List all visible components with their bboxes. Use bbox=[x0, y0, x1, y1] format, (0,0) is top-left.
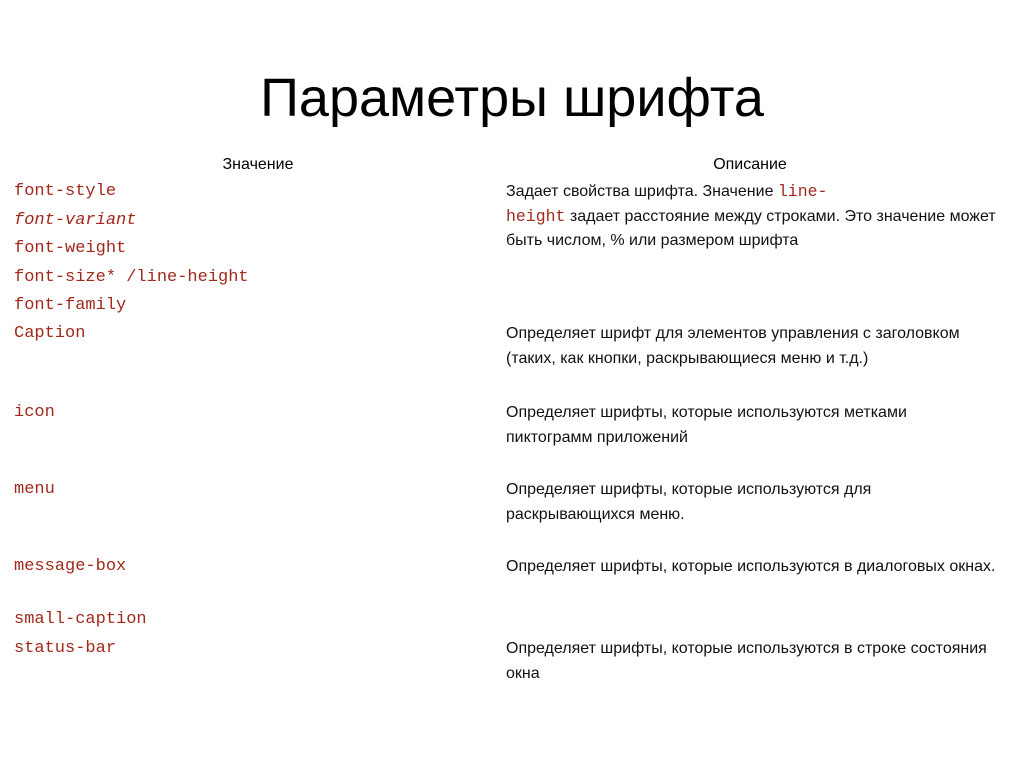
description-message-box: Определяет шрифты, которые используются в диалоговых окнах. bbox=[506, 558, 996, 575]
value-font-family: font-family bbox=[14, 296, 127, 315]
description-font-text-2: задает расстояние между строками. Это значение может быть числом, % или размером шрифта bbox=[506, 207, 996, 249]
description-font-text-1: Задает свойства шрифта. Значение bbox=[506, 183, 778, 200]
description-status-bar: Определяет шрифты, которые используются в строке состояния окна bbox=[506, 640, 987, 682]
descriptions-column bbox=[506, 0, 1006, 768]
description-icon: Определяет шрифты, которые используются метками пиктограмм приложений bbox=[506, 404, 907, 446]
value-font-weight: font-weight bbox=[14, 239, 127, 258]
slide-title: Параметры шрифта bbox=[260, 68, 764, 128]
values-column bbox=[14, 0, 494, 768]
description-caption: Определяет шрифт для элементов управления с заголовком (таких, как кнопки, раскрывающиеся меню и т.д.) bbox=[506, 325, 960, 367]
value-menu: menu bbox=[14, 480, 55, 499]
description-menu: Определяет шрифты, которые используются для раскрывающихся меню. bbox=[506, 481, 872, 523]
value-icon: icon bbox=[14, 403, 55, 422]
value-message-box: message-box bbox=[14, 557, 127, 576]
column-header-description: Описание bbox=[713, 156, 787, 173]
value-caption: Caption bbox=[14, 324, 86, 343]
value-font-style: font-style bbox=[14, 182, 117, 201]
description-font-code-1: line- bbox=[777, 182, 828, 201]
description-font bbox=[506, 180, 996, 254]
description-font-code-2: height bbox=[506, 206, 566, 226]
value-font-variant: font-variant bbox=[14, 211, 137, 230]
value-font-size: font-size* /line-height bbox=[14, 268, 249, 287]
value-status-bar: status-bar bbox=[14, 639, 117, 658]
column-header-value: Значение bbox=[222, 156, 294, 173]
value-small-caption: small-caption bbox=[14, 610, 147, 629]
